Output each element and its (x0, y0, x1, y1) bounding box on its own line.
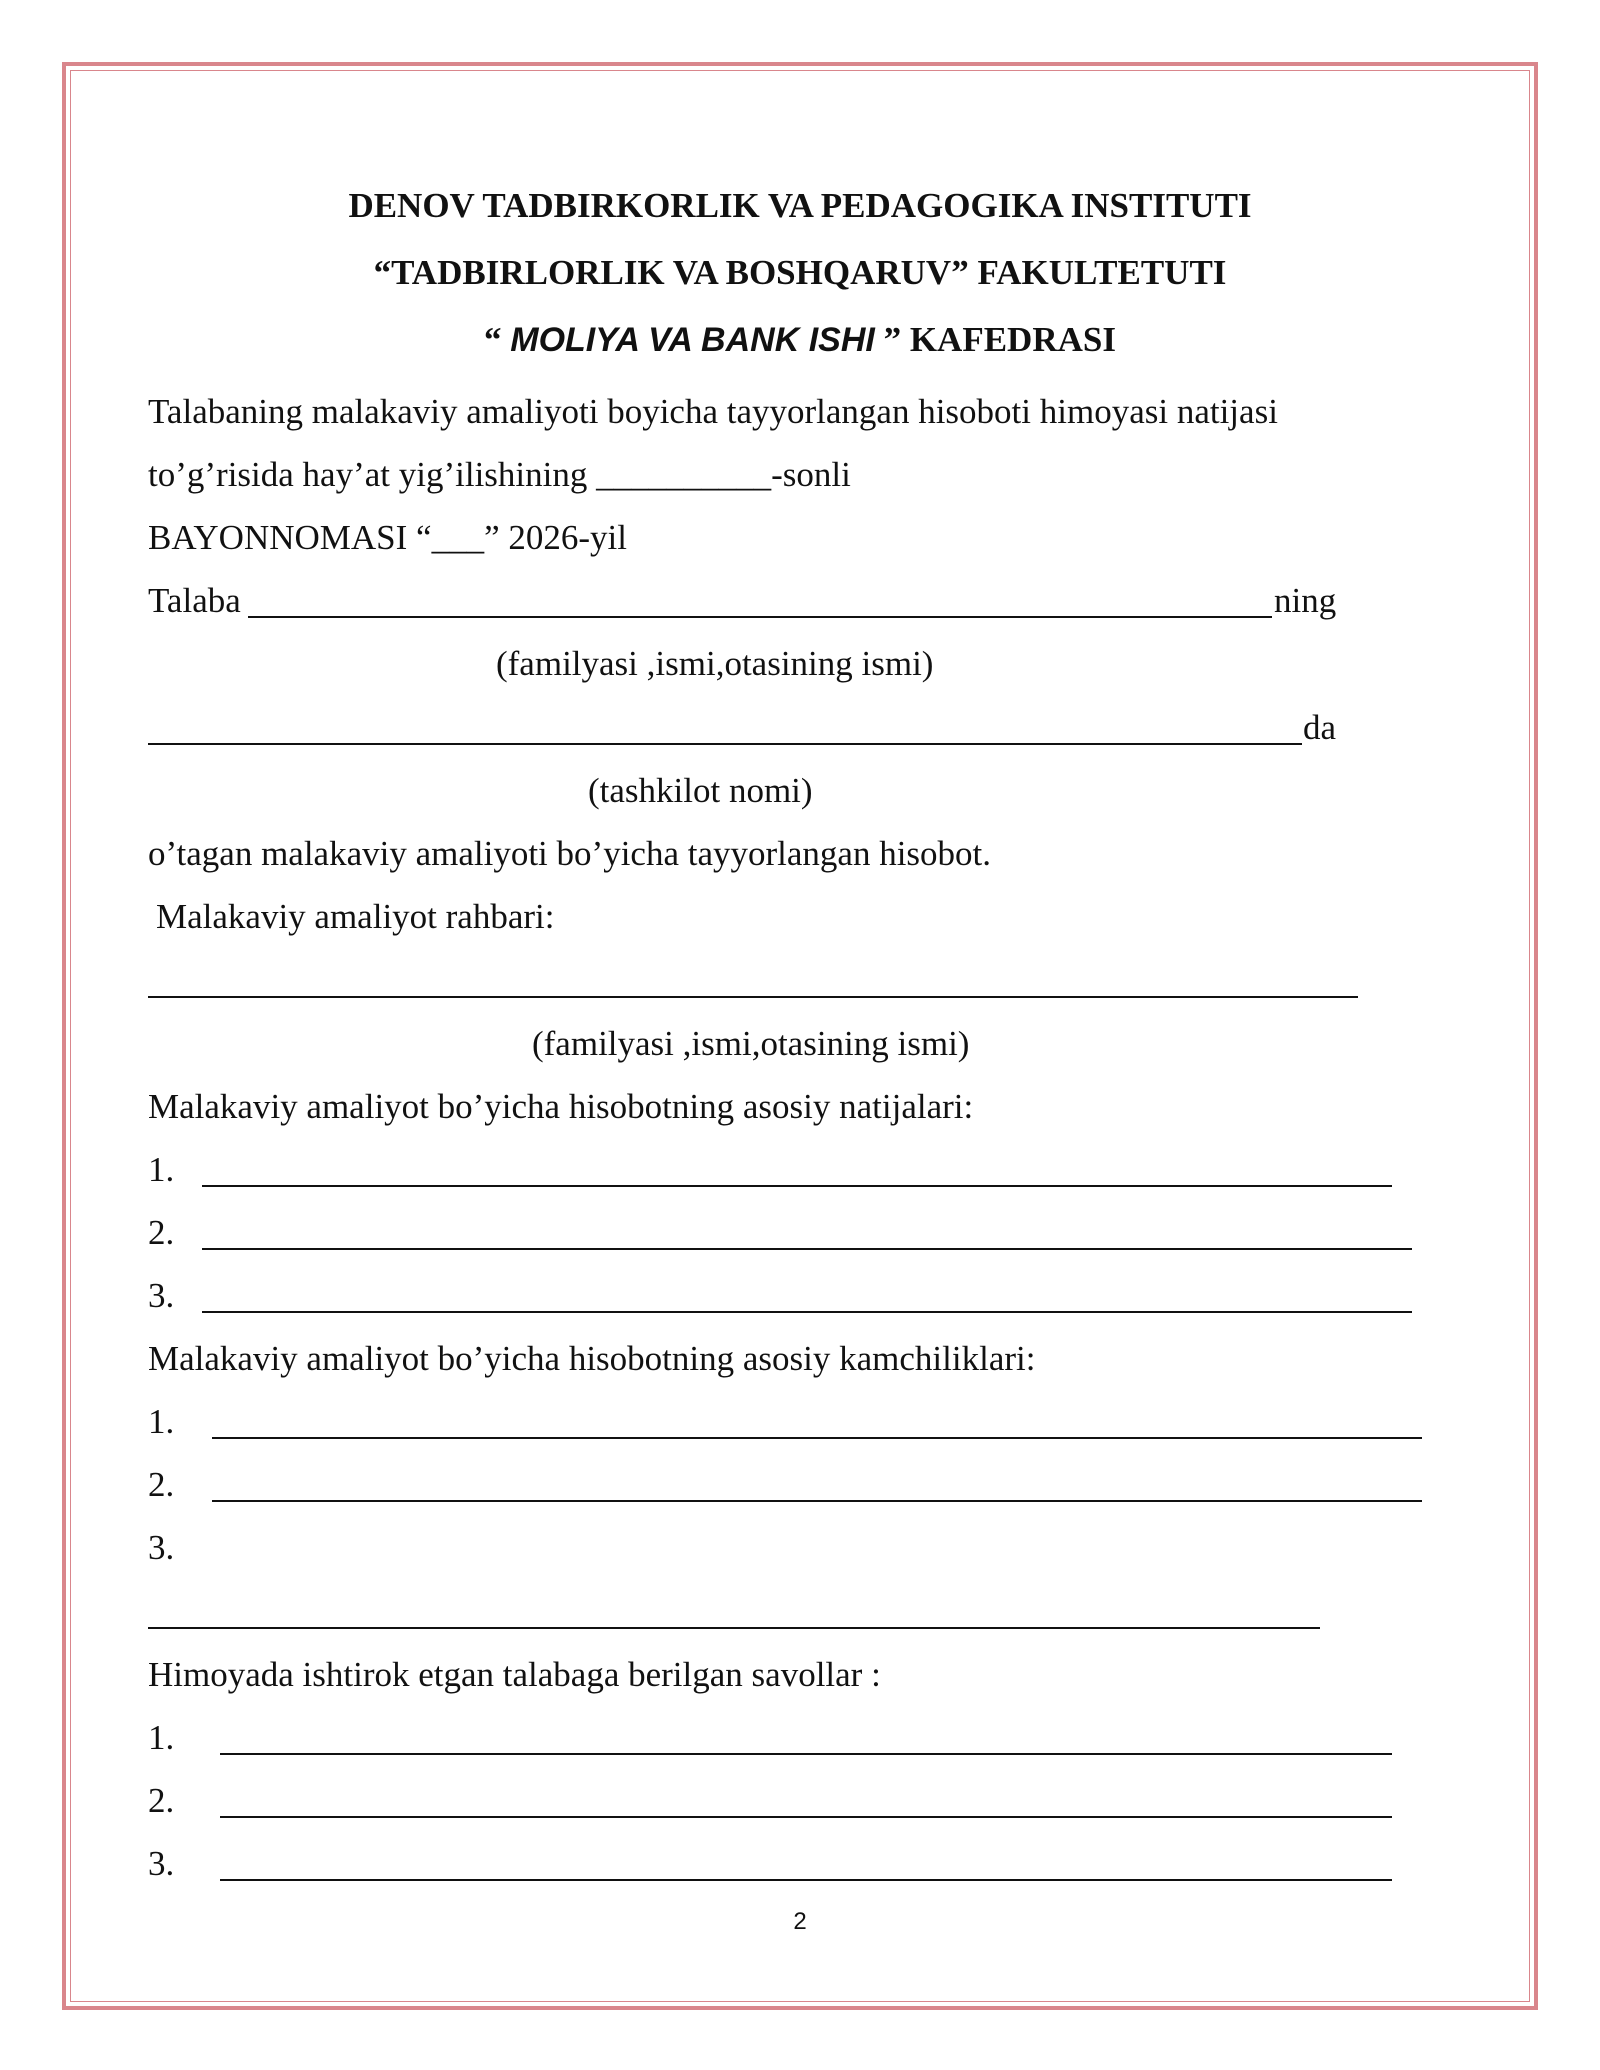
shortcomings-item-number: 1. (148, 1402, 175, 1441)
department-title (0, 318, 1600, 362)
questions-item-number: 3. (148, 1844, 175, 1883)
report-line: o’tagan malakaviy amaliyoti bo’yicha tayyorlangan hisobot. (148, 834, 992, 873)
results-item-field[interactable] (202, 1248, 1412, 1250)
questions-item-number: 1. (148, 1718, 175, 1757)
results-item-number: 3. (148, 1276, 175, 1315)
shortcomings-heading: Malakaviy amaliyot bo’yicha hisobotning asosiy kamchiliklari: (148, 1339, 1036, 1378)
questions-item-field[interactable] (220, 1879, 1392, 1881)
results-heading: Malakaviy amaliyot bo’yicha hisobotning asosiy natijalari: (148, 1087, 974, 1126)
questions-item-field[interactable] (220, 1753, 1392, 1755)
supervisor-label: Malakaviy amaliyot rahbari: (156, 897, 555, 936)
questions-item-number: 2. (148, 1781, 175, 1820)
intro-line-2: to’g’risida hay’at yig’ilishining __________-sonli (148, 455, 851, 494)
results-item-field[interactable] (202, 1311, 1412, 1313)
results-item-number: 1. (148, 1150, 175, 1189)
page-number: 2 (793, 1908, 807, 1935)
shortcomings-item-number: 3. (148, 1528, 175, 1567)
student-caption: (familyasi ,ismi,otasining ismi) (496, 644, 934, 683)
student-name-field[interactable] (248, 616, 1272, 618)
institute-title: DENOV TADBIRKORLIK VA PEDAGOGIKA INSTITUTI (348, 186, 1252, 225)
faculty-title: “TADBIRLORLIK VA BOSHQARUV” FAKULTETUTI (373, 253, 1227, 292)
intro-line-1: Talabaning malakaviy amaliyoti boyicha tayyorlangan hisoboti himoyasi natijasi (148, 392, 1278, 431)
department-open-quote: “ (484, 320, 502, 359)
questions-heading: Himoyada ishtirok etgan talabaga berilgan savollar : (148, 1655, 881, 1694)
shortcomings-item-number: 2. (148, 1465, 175, 1504)
results-item-field[interactable] (202, 1185, 1392, 1187)
organization-caption: (tashkilot nomi) (588, 771, 813, 810)
organization-field[interactable] (148, 743, 1302, 745)
department-suffix: ” KAFEDRASI (883, 320, 1116, 359)
supervisor-caption: (familyasi ,ismi,otasining ismi) (532, 1024, 970, 1063)
shortcomings-item-field[interactable] (212, 1500, 1422, 1502)
results-item-number: 2. (148, 1213, 175, 1252)
organization-suffix: da (1303, 708, 1337, 747)
student-label: Talaba (148, 581, 241, 620)
student-suffix: ning (1274, 581, 1337, 620)
intro-line-3: BAYONNOMASI “___” 2026-yil (148, 518, 627, 557)
supervisor-name-field[interactable] (148, 996, 1358, 998)
shortcomings-item-field[interactable] (148, 1627, 1320, 1629)
shortcomings-item-field[interactable] (212, 1437, 1422, 1439)
department-name: MOLIYA VA BANK ISHI (510, 321, 875, 359)
questions-item-field[interactable] (220, 1816, 1392, 1818)
